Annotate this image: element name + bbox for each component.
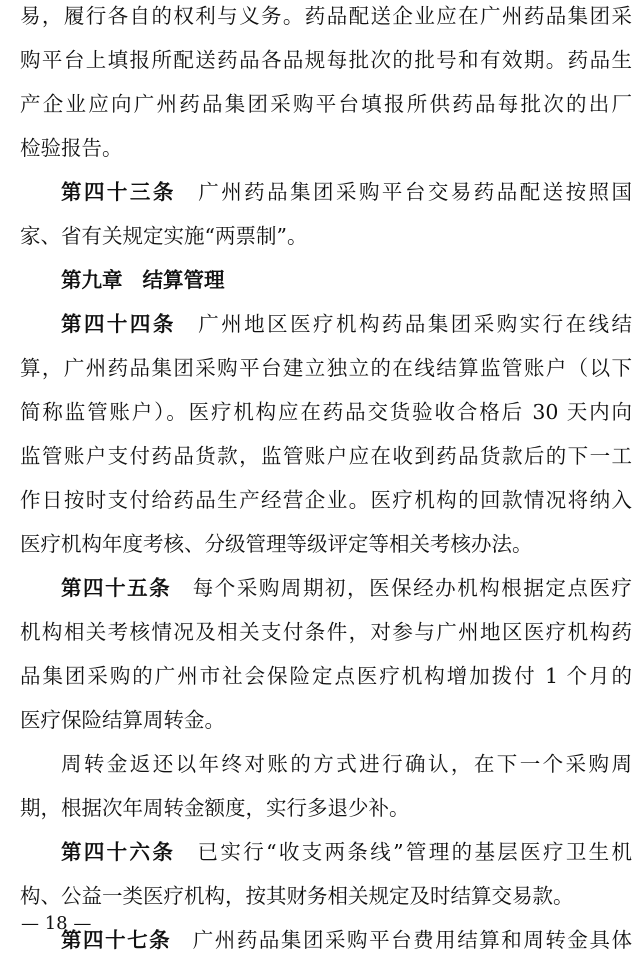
article-47-text: 广州药品集团采购平台费用结算和周转金具体 — [191, 928, 633, 952]
article-44-text: 广州地区医疗机构药品集团采购实行在线结 — [195, 312, 633, 336]
text-line: 易，履行各自的权利与义务。药品配送企业应在广州药品集团采 — [20, 4, 632, 28]
text-line: 家、省有关规定实施“两票制”。 — [20, 224, 308, 248]
chapter-number: 第九章 — [61, 268, 123, 292]
text-line: 监管账户支付药品货款，监管账户应在收到药品货款后的下一工 — [20, 444, 632, 468]
text-line: 构、公益一类医疗机构，按其财务相关规定及时结算交易款。 — [20, 884, 574, 908]
chapter-heading — [61, 267, 225, 293]
article-47-line — [61, 927, 632, 953]
text-line: 期，根据次年周转金额度，实行多退少补。 — [20, 796, 410, 820]
chapter-title: 结算管理 — [142, 268, 225, 292]
article-43-label: 第四十三条 — [61, 180, 176, 204]
text-line: 产企业应向广州药品集团采购平台填报所供药品每批次的出厂 — [20, 92, 632, 116]
article-43-text: 广州药品集团采购平台交易药品配送按照国 — [195, 180, 633, 204]
text-line: 周转金返还以年终对账的方式进行确认，在下一个采购周 — [61, 752, 632, 776]
article-46-label: 第四十六条 — [61, 840, 176, 864]
text-line: 品集团采购的广州市社会保险定点医疗机构增加拨付 1 个月的 — [20, 664, 632, 688]
text-line: 医疗机构年度考核、分级管理等级评定等相关考核办法。 — [20, 532, 533, 556]
article-44-line — [61, 311, 632, 337]
article-45-line — [61, 575, 632, 601]
text-line: 购平台上填报所配送药品各品规每批次的批号和有效期。药品生 — [20, 48, 632, 72]
text-line: 医疗保险结算周转金。 — [20, 708, 225, 732]
article-45-text: 每个采购周期初，医保经办机构根据定点医疗 — [191, 576, 633, 600]
article-46-line — [61, 839, 632, 865]
text-line: 检验报告。 — [20, 136, 123, 160]
article-43-line — [61, 179, 632, 205]
text-line: 机构相关考核情况及相关支付条件，对参与广州地区医疗机构药 — [20, 620, 632, 644]
text-line: 作日按时支付给药品生产经营企业。医疗机构的回款情况将纳入 — [20, 488, 632, 512]
article-44-label: 第四十四条 — [61, 312, 176, 336]
text-line: 简称监管账户）。医疗机构应在药品交货验收合格后 30 天内向 — [20, 400, 632, 424]
page-number: — 18 — — [21, 913, 92, 934]
text-line: 算，广州药品集团采购平台建立独立的在线结算监管账户（以下 — [20, 356, 632, 380]
article-46-text: 已实行“收支两条线”管理的基层医疗卫生机 — [195, 840, 633, 864]
article-47-label: 第四十七条 — [61, 928, 172, 952]
article-45-label: 第四十五条 — [61, 576, 172, 600]
